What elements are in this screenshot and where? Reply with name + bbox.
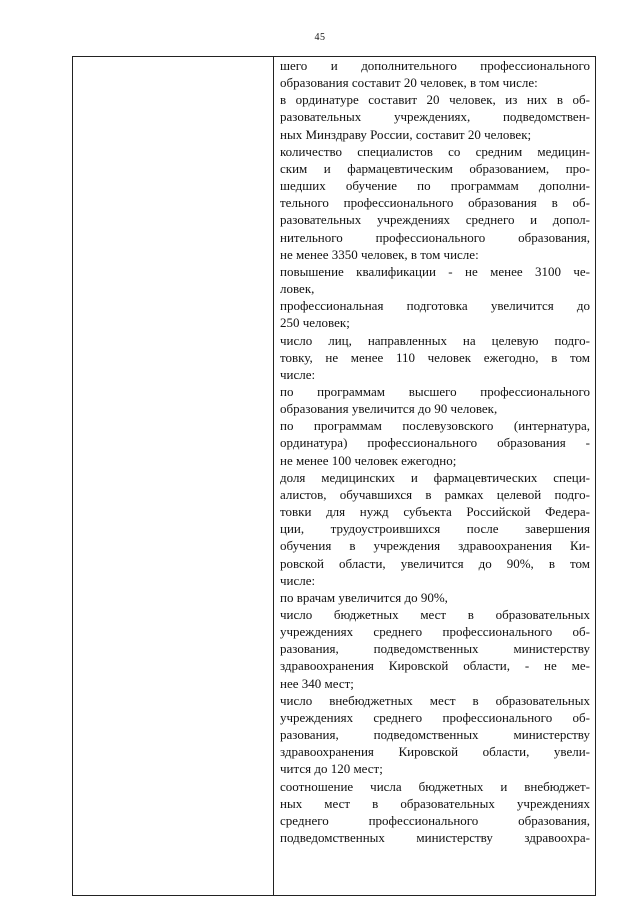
document-table: [72, 56, 596, 896]
page-number: 45: [314, 32, 326, 43]
text-line: профессиональная подготовка увеличится до: [280, 298, 590, 314]
text-line: число внебюджетных мест в образовательных: [280, 692, 590, 708]
text-line: не менее 100 человек ежегодно;: [280, 452, 457, 468]
text-line: чится до 120 мест;: [280, 761, 383, 777]
text-line: разования, подведомственных министерству: [280, 641, 590, 657]
text-line: в ординатуре составит 20 человек, из них в об-: [280, 92, 590, 108]
text-line: по программам высшего профессионального: [280, 383, 590, 399]
text-line: ных Минздраву России, составит 20 человек;: [280, 126, 532, 142]
body-text: [280, 57, 590, 846]
text-line: ных мест в образовательных учреждениях: [280, 795, 590, 811]
text-line: число лиц, направленных на целевую подго-: [280, 332, 590, 348]
text-line: ординатура) профессионального образования -: [280, 435, 590, 451]
text-line: ровской области, увеличится до 90%, в том: [280, 555, 590, 571]
text-line: здравоохранения Кировской области, увели-: [280, 744, 590, 760]
text-line: среднего профессионального образования,: [280, 812, 590, 828]
text-line: по программам послевузовского (интернатура,: [280, 418, 590, 434]
text-line: товку, не менее 110 человек ежегодно, в том: [280, 349, 590, 365]
text-line: учреждениях среднего профессионального об-: [280, 709, 590, 725]
left-column-cell: [73, 57, 274, 896]
text-line: числе:: [280, 572, 316, 588]
text-line: не менее 3350 человек, в том числе:: [280, 246, 479, 262]
text-line: товки для нужд субъекта Российской Федера-: [280, 504, 590, 520]
text-line: шедших обучение по программам дополни-: [280, 178, 590, 194]
text-line: нительного профессионального образования,: [280, 229, 590, 245]
text-line: ским и фармацевтическим образованием, про-: [280, 160, 590, 176]
text-line: повышение квалификации - не менее 3100 че-: [280, 263, 590, 279]
text-line: доля медицинских и фармацевтических специ-: [280, 469, 590, 485]
text-line: числе:: [280, 366, 316, 382]
text-line: разовательных учреждениях среднего и допол-: [280, 212, 590, 228]
text-line: тельного профессионального образования в об-: [280, 195, 590, 211]
text-line: 250 человек;: [280, 315, 350, 331]
text-line: число бюджетных мест в образовательных: [280, 607, 590, 622]
text-line: здравоохранения Кировской области, - не ме-: [280, 658, 590, 674]
text-line: разования, подведомственных министерству: [280, 727, 590, 743]
text-line: обучения в учреждения здравоохранения Ки-: [280, 538, 590, 554]
text-line: ции, трудоустроившихся после завершения: [280, 521, 590, 537]
right-column-cell: [274, 57, 596, 896]
text-line: учреждениях среднего профессионального об-: [280, 624, 590, 640]
text-line: разовательных учреждениях, подведомствен-: [280, 109, 590, 125]
text-line: шего и дополнительного профессионального: [280, 58, 590, 73]
text-line: соотношение числа бюджетных и внебюджет-: [280, 778, 590, 794]
table-row: [73, 57, 596, 896]
text-line: подведомственных министерству здравоохра-: [280, 830, 590, 846]
text-line: ловек,: [280, 281, 315, 297]
text-line: образования составит 20 человек, в том числе:: [280, 75, 538, 91]
text-line: количество специалистов со средним медицин-: [280, 143, 590, 159]
text-line: нее 340 мест;: [280, 675, 354, 691]
text-line: алистов, обучавшихся в рамках целевой подго-: [280, 486, 590, 502]
text-line: по врачам увеличится до 90%,: [280, 589, 448, 605]
text-line: образования увеличится до 90 человек,: [280, 401, 498, 417]
